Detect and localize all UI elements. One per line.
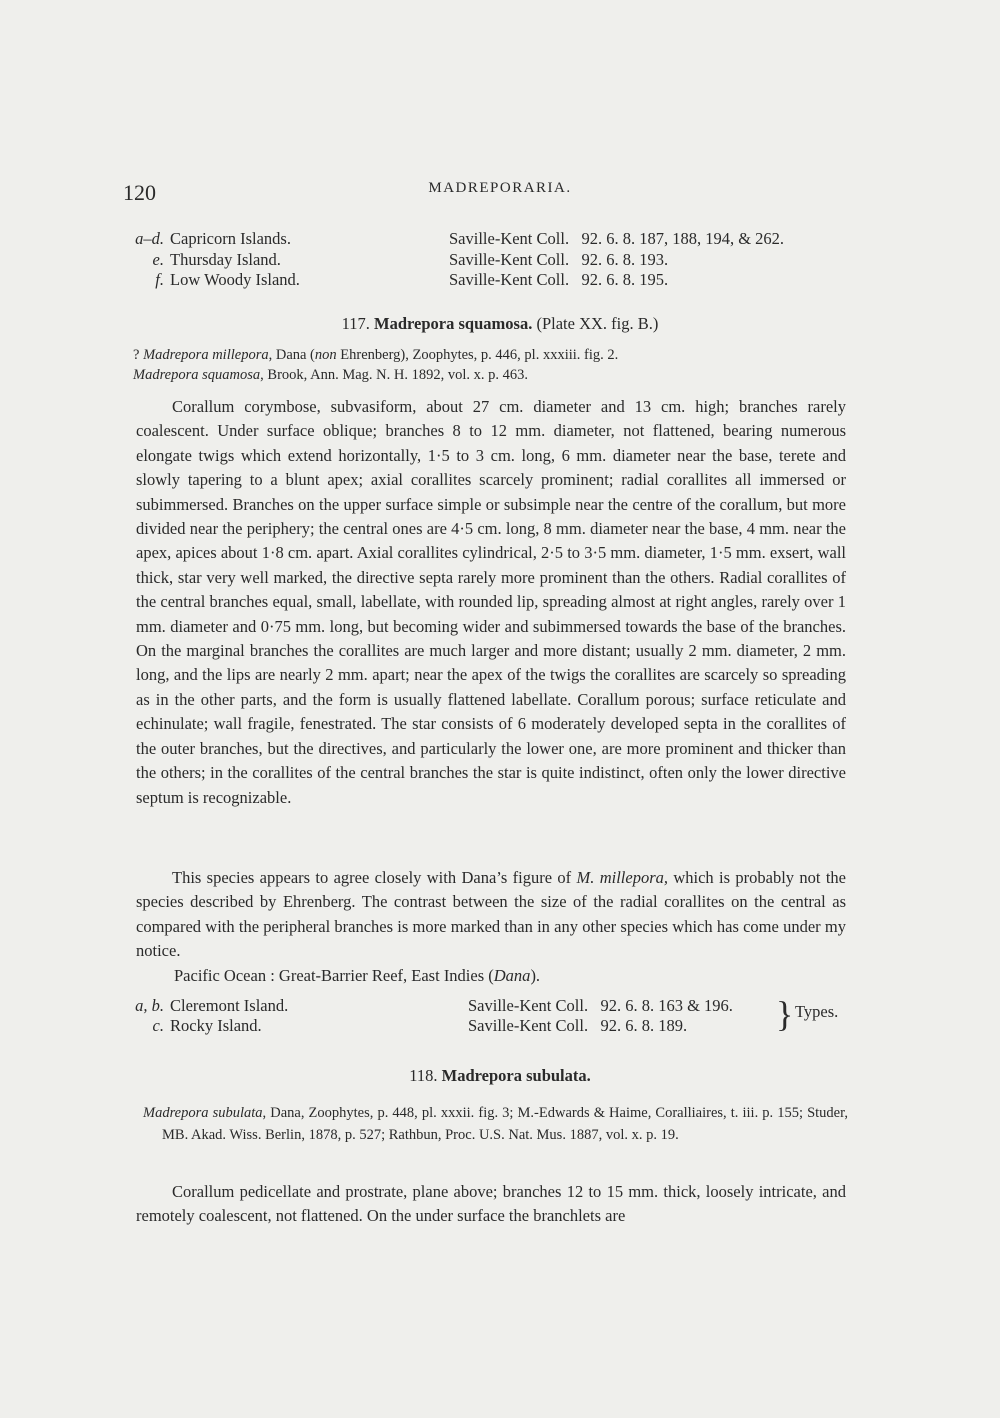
- species-number: 118.: [409, 1066, 438, 1085]
- species-number: 117.: [341, 314, 370, 333]
- plate-reference: (Plate XX. fig. B.): [536, 314, 659, 333]
- brace-glyph: }: [776, 994, 794, 1034]
- specimen-locality: Rocky Island.: [170, 1016, 262, 1035]
- specimen-label: a–d.: [135, 229, 164, 248]
- specimen-label: e.: [152, 250, 164, 269]
- specimen-locality: Thursday Island.: [170, 250, 281, 269]
- species-name: Madrepora subulata.: [441, 1066, 591, 1085]
- page-number: 120: [123, 180, 156, 205]
- synonym-name: Madrepora squamosa: [133, 367, 261, 383]
- specimen-register: Saville-Kent Coll. 92. 6. 8. 193.: [449, 250, 669, 269]
- specimen-register: Saville-Kent Coll. 92. 6. 8. 163 & 196.: [468, 996, 733, 1015]
- specimen-label: a, b.: [135, 996, 164, 1015]
- distribution-line: Pacific Ocean : Great-Barrier Reef, East Indies (Dana).: [174, 966, 541, 985]
- types-label: Types.: [795, 1002, 839, 1021]
- specimen-locality: Capricorn Islands.: [170, 229, 291, 248]
- synonym-line: ? Madrepora millepora, Dana (non Ehrenberg), Zoophytes, p. 446, pl. xxxiii. fig. 2.: [133, 347, 619, 363]
- synonym-block: Madrepora subulata, Dana, Zoophytes, p. 448, pl. xxxii. fig. 3; M.-Edwards & Haime, Coralliaires, t. iii. p. 155; Studer, MB. Akad. Wiss. Berlin, 1878, p. 527; Rathbun, Proc. U.S. Nat. Mus. 1887, vol. x. p. 19.: [143, 1105, 848, 1143]
- description-paragraph: Corallum pedicellate and prostrate, plane above; branches 12 to 15 mm. thick, loosely intricate, and remotely coalescent, not flattened. On the under surface the branchlets are: [136, 1182, 846, 1226]
- specimen-locality: Low Woody Island.: [170, 270, 300, 289]
- specimen-register: Saville-Kent Coll. 92. 6. 8. 195.: [449, 270, 669, 289]
- specimen-register: Saville-Kent Coll. 92. 6. 8. 189.: [468, 1016, 688, 1035]
- synonym-line: Madrepora squamosa, Brook, Ann. Mag. N. H. 1892, vol. x. p. 463.: [133, 367, 529, 383]
- specimen-locality: Cleremont Island.: [170, 996, 289, 1015]
- running-head: MADREPORARIA.: [428, 180, 572, 196]
- species-heading: [0, 314, 1000, 334]
- species-name: Madrepora squamosa.: [374, 314, 533, 333]
- synonym-name: Madrepora subulata: [143, 1105, 263, 1121]
- specimen-register: Saville-Kent Coll. 92. 6. 8. 187, 188, 194, & 262.: [449, 229, 785, 248]
- description-paragraph: Corallum corymbose, subvasiform, about 27 cm. diameter and 13 cm. high; branches rarely coalescent. Under surface oblique; branches 8 to 12 mm. diameter, not flattened, bearing numerous elongate twigs which extend horizontally, 1·5 to 3 cm. long, 6 mm. diameter near the base, terete and slowly tapering to a blunt apex; axial corallites scarcely prominent; radial corallites all immersed or subimmersed. Branches on the upper surface simple or subsimple near the centre of the corallum, but more divided near the periphery; the central ones are 4·5 cm. long, 8 mm. diameter near the base, 4 mm. near the apex, apices about 1·8 cm. apart. Axial corallites cylindrical, 2·5 to 3·5 mm. diameter, 1·5 mm. exsert, wall thick, star very well marked, the directive septa rarely more prominent than the others. Radial corallites of the central branches equal, small, labellate, with rounded lip, spreading almost at right angles, rarely over 1 mm. diameter and 0·75 mm. long, but becoming wider and subimmersed towards the base of the branches. On the marginal branches the corallites are much larger and more distant; usually 2 mm. diameter, 2 mm. long, and the lips are nearly 2 mm. apart; near the apex of the twigs the corallites are scarcely so spreading as in the other parts, and the form is usually flattened labellate. Corallum porous; surface reticulate and echinulate; wall fragile, fenestrated. The star consists of 6 moderately developed septa in the corallites of the outer branches, but the directives, and particularly the lower one, are more prominent and thicker than the others; in the corallites of the central branches the star is quite indistinct, often only the lower directive septum is recognizable.: [136, 397, 846, 807]
- synonym-name: Madrepora millepora: [143, 347, 269, 363]
- remarks-paragraph: This species appears to agree closely with Dana’s figure of M. millepora, which is probably not the species described by Ehrenberg. The contrast between the size of the radial corallites on the central as compared with the peripheral branches is more marked than in any other species which has come under my notice.: [136, 868, 846, 961]
- species-heading: [0, 1066, 1000, 1086]
- specimen-label: f.: [155, 270, 164, 289]
- specimen-label: c.: [152, 1016, 164, 1035]
